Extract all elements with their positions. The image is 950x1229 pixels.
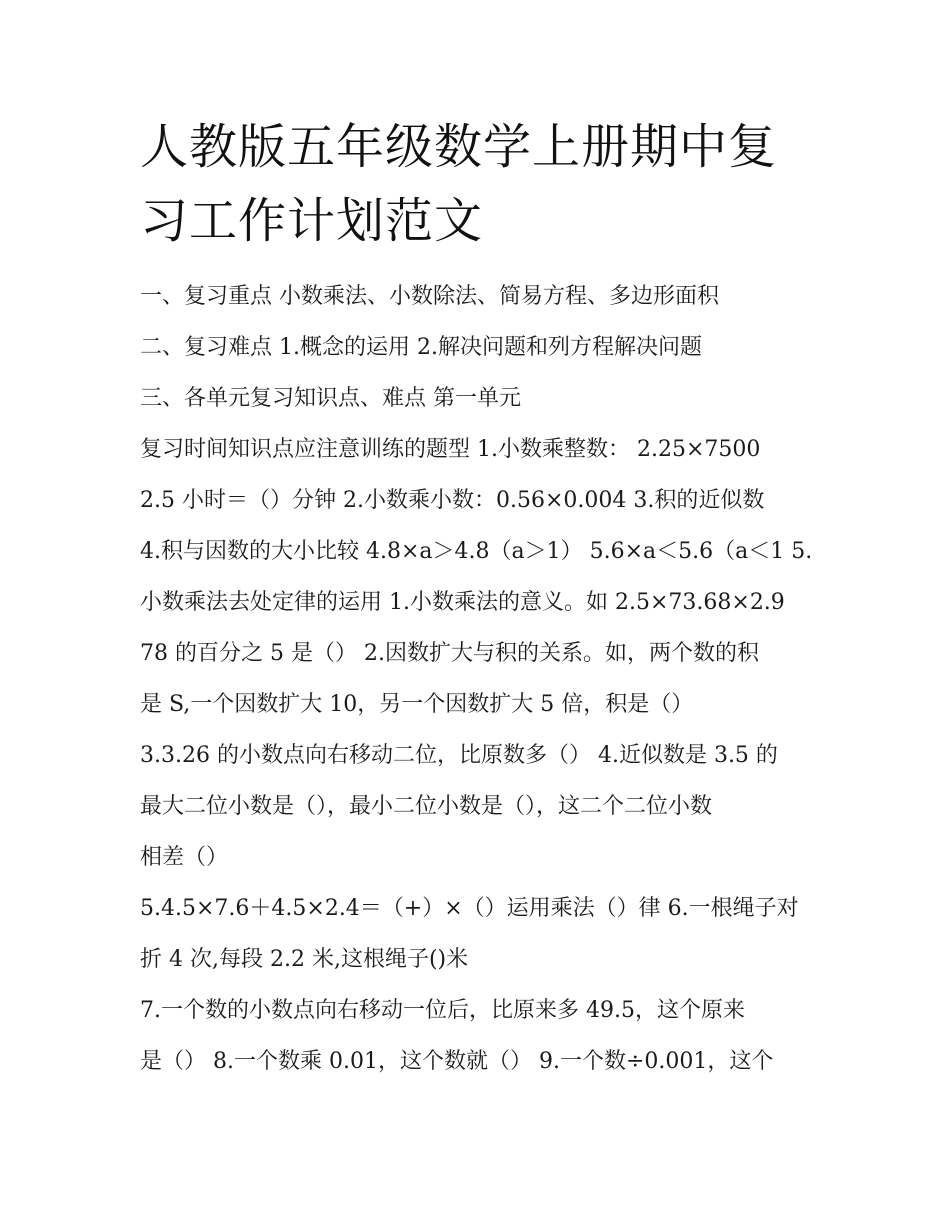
title-line-1: 人教版五年级数学上册期中复 bbox=[140, 119, 778, 175]
text-line: 5.4.5×7.6＋4.5×2.4＝（+）×（）运用乘法（）律 6.一根绳子对 bbox=[140, 896, 799, 921]
text-line: 是（） 8.一个数乘 0.01，这个数就（） 9.一个数÷0.001，这个 bbox=[140, 1049, 774, 1074]
text-line: 最大二位小数是（），最小二位小数是（），这二个二位小数 bbox=[140, 794, 713, 819]
text-line: 7.一个数的小数点向右移动一位后，比原来多 49.5，这个原来 bbox=[140, 998, 745, 1023]
title-line-2: 习工作计划范文 bbox=[140, 193, 484, 249]
text-line: 折 4 次,每段 2.2 米,这根绳子()米 bbox=[140, 947, 469, 972]
text-line: 复习时间知识点应注意训练的题型 1.小数乘整数： 2.25×7500 bbox=[140, 437, 761, 462]
text-line: 78 的百分之 5 是（） 2.因数扩大与积的关系。如，两个数的积 bbox=[140, 641, 759, 666]
text-line: 4.积与因数的大小比较 4.8×a＞4.8（a＞1） 5.6×a＜5.6（a＜1 5. bbox=[140, 539, 813, 564]
text-line: 一、复习重点 小数乘法、小数除法、简易方程、多边形面积 bbox=[140, 284, 719, 309]
text-line: 是 S,一个因数扩大 10，另一个因数扩大 5 倍，积是（） bbox=[140, 692, 694, 717]
document-body bbox=[140, 271, 820, 1087]
text-line: 二、复习难点 1.概念的运用 2.解决问题和列方程解决问题 bbox=[140, 335, 702, 360]
text-line: 3.3.26 的小数点向右移动二位，比原数多（） 4.近似数是 3.5 的 bbox=[140, 743, 778, 768]
document-title bbox=[140, 110, 820, 258]
text-line: 小数乘法去处定律的运用 1.小数乘法的意义。如 2.5×73.68×2.9 bbox=[140, 590, 785, 615]
text-line: 2.5 小时＝（）分钟 2.小数乘小数：0.56×0.004 3.积的近似数 bbox=[140, 488, 765, 513]
text-line: 三、各单元复习知识点、难点 第一单元 bbox=[140, 386, 521, 411]
document-page bbox=[140, 110, 820, 1087]
text-line: 相差（） bbox=[140, 845, 229, 870]
